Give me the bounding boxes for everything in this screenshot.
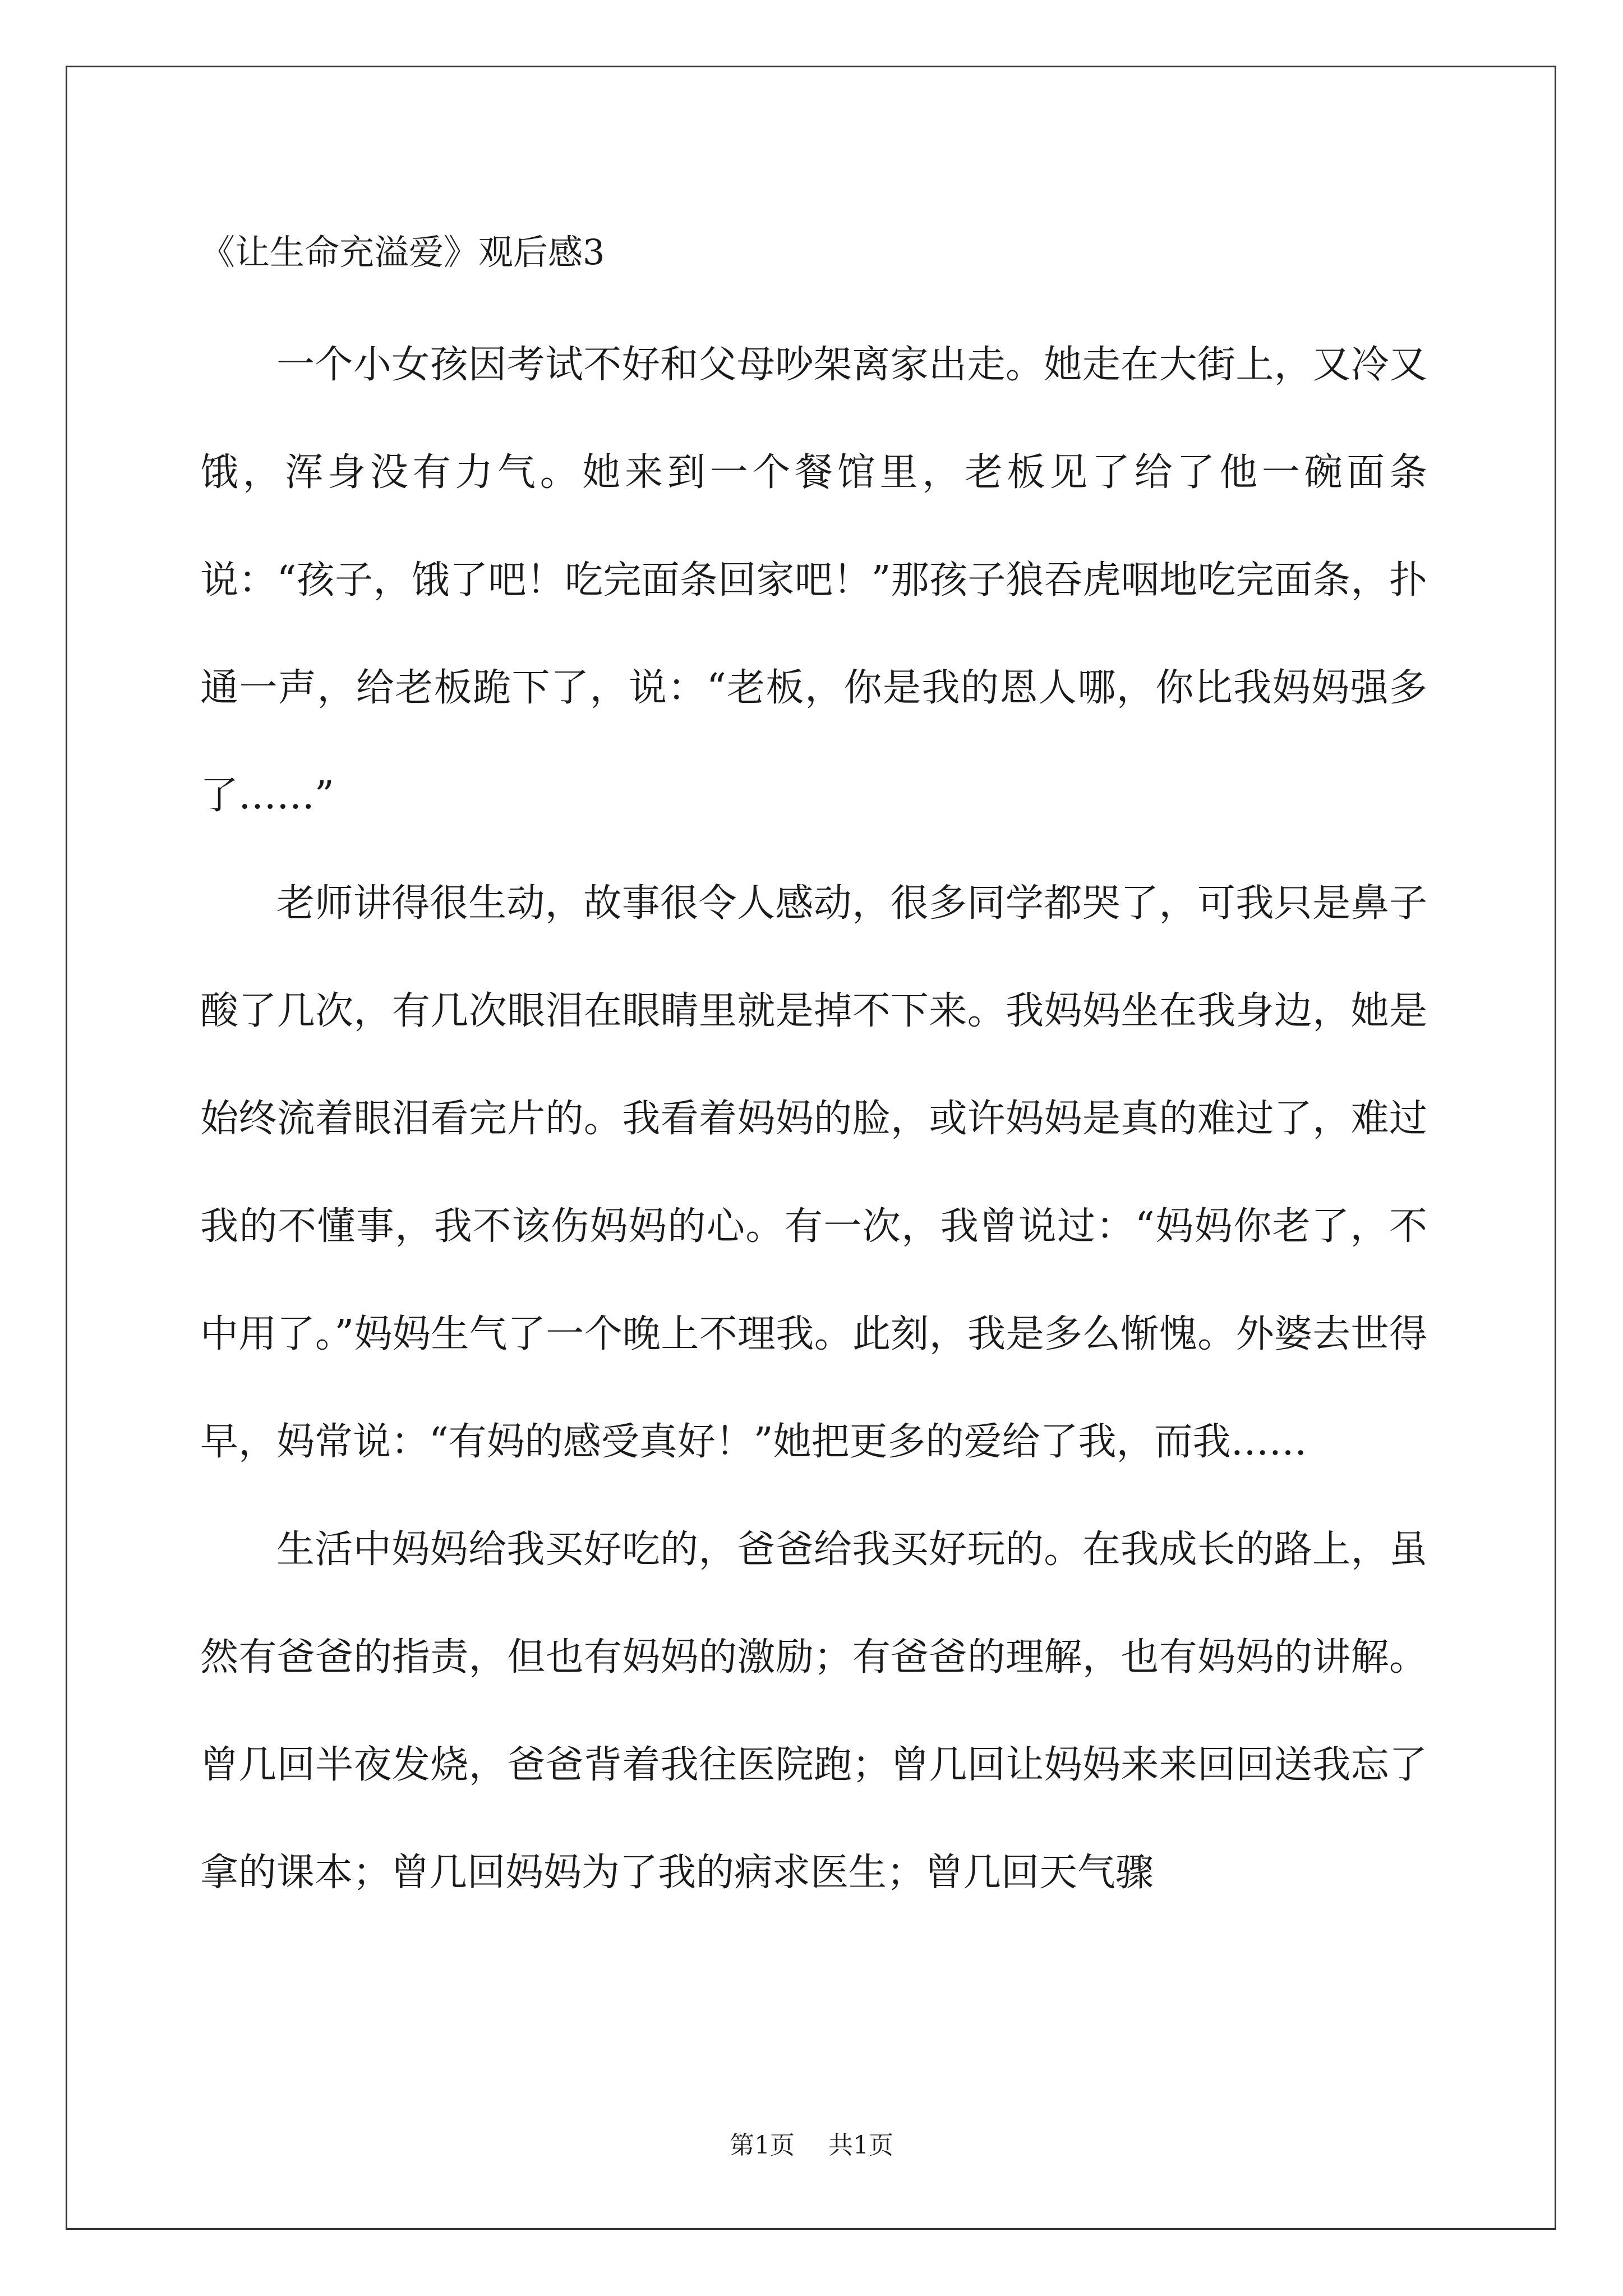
paragraph-3: 生活中妈妈给我买好吃的，爸爸给我买好玩的。在我成长的路上，虽然有爸爸的指责，但也有妈妈的激励；有爸爸的理解，也有妈妈的讲解。曾几回半夜发烧，爸爸背着我往医院跑；曾几回让妈妈来来回回送我忘了拿的课本；曾几回妈妈为了我的病求医生；曾几回天气骤 <box>200 1527 1427 1895</box>
page-footer <box>0 2129 1623 2162</box>
document-body <box>200 222 1427 1927</box>
document-title: 《让生命充溢爱》观后感3 <box>200 232 605 273</box>
page-number-current: 第1页 <box>730 2131 795 2160</box>
paragraph-1: 一个小女孩因考试不好和父母吵架离家出走。她走在大街上，又冷又饿，浑身没有力气。她来到一个餐馆里，老板见了给了他一碗面条说：“孩子，饿了吧！吃完面条回家吧！”那孩子狼吞虎咽地吃完面条，扑通一声，给老板跪下了，说：“老板，你是我的恩人哪，你比我妈妈强多了……” <box>200 343 1427 818</box>
page-number-total: 共1页 <box>828 2131 893 2160</box>
paragraph-2: 老师讲得很生动，故事很令人感动，很多同学都哭了，可我只是鼻子酸了几次，有几次眼泪在眼睛里就是掉不下来。我妈妈坐在我身边，她是始终流着眼泪看完片的。我看着妈妈的脸，或许妈妈是真的难过了，难过我的不懂事，我不该伤妈妈的心。有一次，我曾说过：“妈妈你老了，不中用了。”妈妈生气了一个晚上不理我。此刻，我是多么惭愧。外婆去世得早，妈常说：“有妈的感受真好！”她把更多的爱给了我，而我…… <box>200 881 1427 1464</box>
